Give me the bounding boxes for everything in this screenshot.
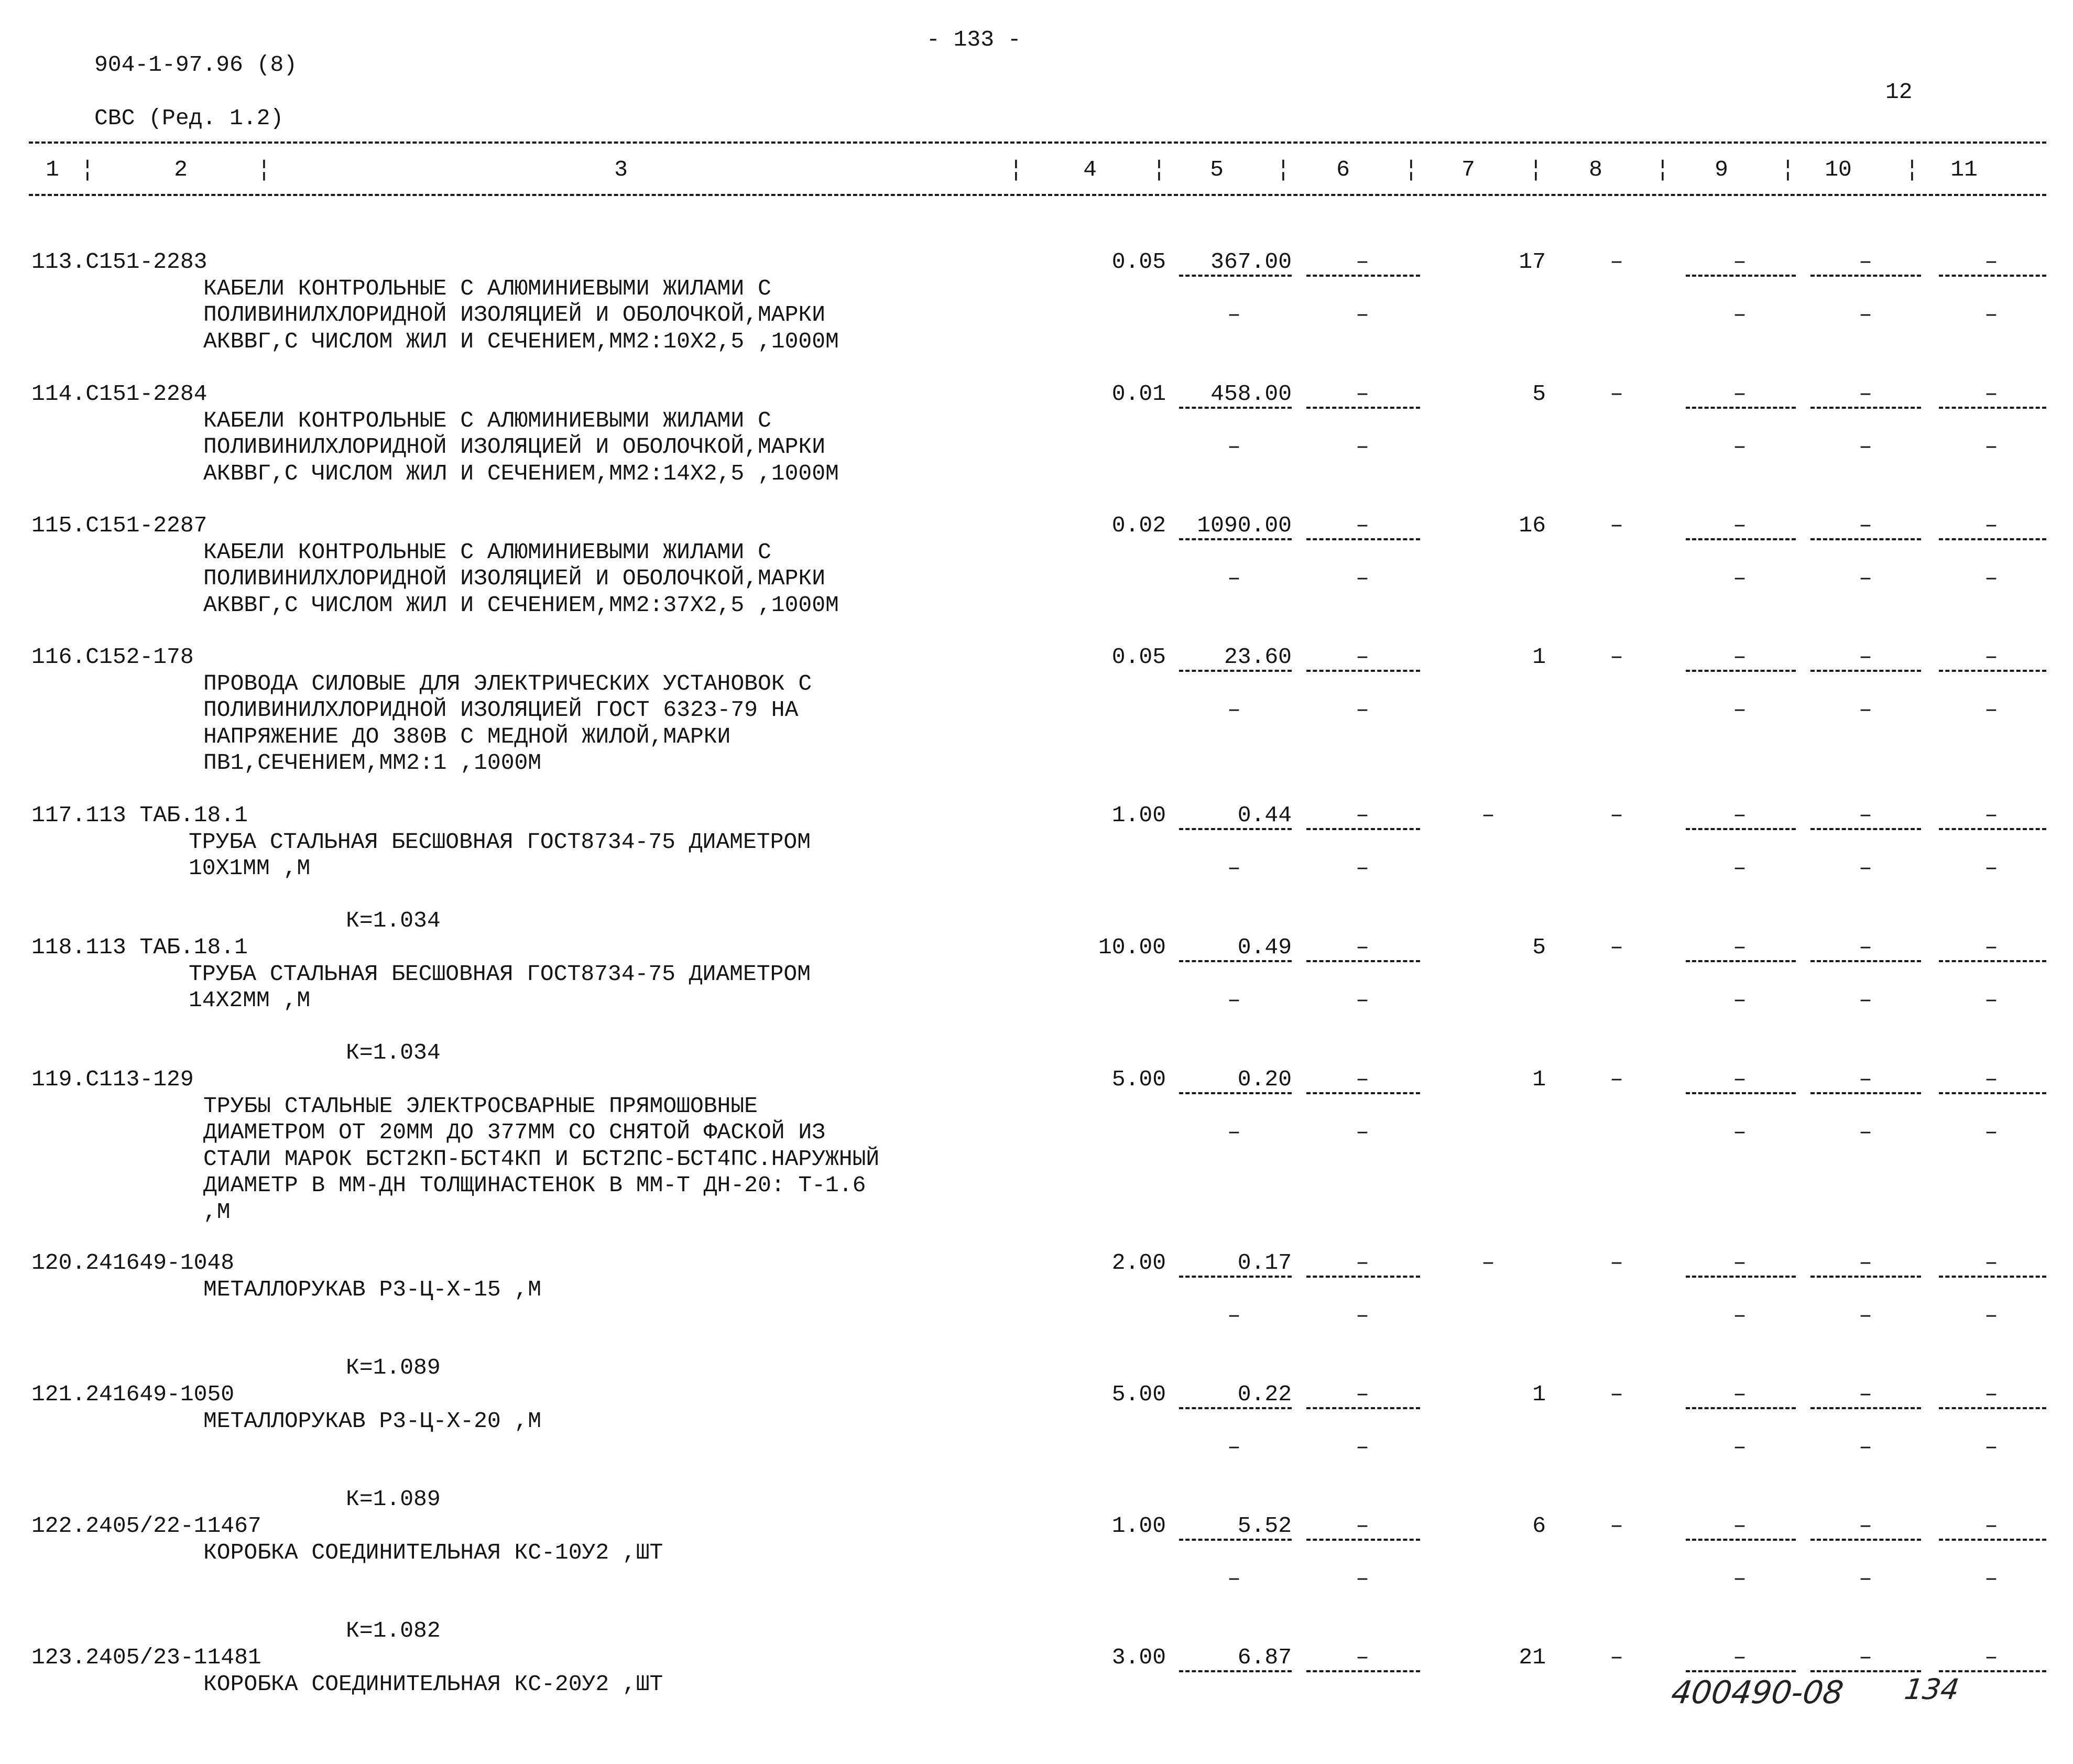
fraction-denominator: – <box>1859 434 1872 460</box>
quantity-value: 5.00 <box>1111 1381 1166 1407</box>
col9-value: – <box>1733 1066 1747 1092</box>
quantity-value: 0.02 <box>1111 513 1166 538</box>
quantity-value: 5.00 <box>1111 1066 1166 1092</box>
col8-value: – <box>1610 1513 1623 1539</box>
column-separator: ¦ <box>1781 157 1795 182</box>
item-description-line: ТРУБЫ СТАЛЬНЫЕ ЭЛЕКТРОСВАРНЫЕ ПРЯМОШОВНЫЕ <box>203 1093 758 1119</box>
item-description-line: МЕТАЛЛОРУКАВ Р3-Ц-Х-15 ,М <box>203 1276 542 1302</box>
col11-value: – <box>1984 513 1998 538</box>
fraction-denominator: – <box>1227 565 1241 592</box>
fraction-denominator: – <box>1984 565 1998 592</box>
column-separator: ¦ <box>1152 157 1166 182</box>
item-description-line: КОРОБКА СОЕДИНИТЕЛЬНАЯ КС-20У2 ,ШТ <box>203 1671 663 1697</box>
column-header-3: 3 <box>614 157 628 182</box>
fraction-denominator: – <box>1984 1119 1998 1146</box>
fraction-denominator: – <box>1356 855 1369 881</box>
item-description-line: ПРОВОДА СИЛОВЫЕ ДЛЯ ЭЛЕКТРИЧЕСКИХ УСТАНОВОК С <box>203 670 812 696</box>
fraction-line <box>1306 1092 1420 1094</box>
item-code: 117.113 ТАБ.18.1 <box>31 802 248 828</box>
fraction-denominator: – <box>1733 565 1747 592</box>
coefficient-label: К=1.034 <box>346 908 441 934</box>
fraction-line <box>1939 538 2046 540</box>
item-description-line: КОРОБКА СОЕДИНИТЕЛЬНАЯ КС-10У2 ,ШТ <box>203 1539 663 1565</box>
quantity-value: 0.01 <box>1111 381 1166 407</box>
fraction-line <box>1179 538 1292 540</box>
col11-value: – <box>1984 1066 1998 1092</box>
column-separator: ¦ <box>1404 157 1418 182</box>
item-description-line: ПОЛИВИНИЛХЛОРИДНОЙ ИЗОЛЯЦИЕЙ И ОБОЛОЧКОЙ,МАРКИ <box>203 302 825 328</box>
fraction-denominator: – <box>1984 434 1998 460</box>
quantity-value: 0.05 <box>1111 249 1166 275</box>
coefficient-label: К=1.082 <box>346 1618 441 1644</box>
col9-value: – <box>1733 802 1747 828</box>
fraction-denominator: – <box>1859 565 1872 592</box>
fraction-line <box>1939 1092 2046 1094</box>
quantity-value: 2.00 <box>1111 1250 1166 1276</box>
fraction-denominator: – <box>1733 1119 1747 1146</box>
col6-value: – <box>1356 249 1369 275</box>
col6-value: – <box>1356 934 1369 960</box>
col10-value: – <box>1859 381 1872 407</box>
col9-value: – <box>1733 1250 1747 1276</box>
fraction-line <box>1810 1407 1921 1409</box>
fraction-denominator: – <box>1984 1434 1998 1461</box>
fraction-line <box>1686 1407 1796 1409</box>
fraction-line <box>1810 275 1921 277</box>
fraction-denominator: – <box>1984 697 1998 723</box>
col7-value: – <box>1481 1250 1495 1276</box>
item-code: 118.113 ТАБ.18.1 <box>31 934 248 960</box>
fraction-line <box>1686 670 1796 672</box>
col6-value: – <box>1356 1381 1369 1407</box>
fraction-denominator: – <box>1227 1566 1241 1592</box>
col8-value: – <box>1610 1250 1623 1276</box>
col7-amount: 1 <box>1532 1066 1546 1092</box>
col11-value: – <box>1984 1513 1998 1539</box>
fraction-line <box>1306 538 1420 540</box>
col9-value: – <box>1733 1381 1747 1407</box>
column-separator: ¦ <box>1276 157 1290 182</box>
fraction-denominator: – <box>1227 1119 1241 1146</box>
fraction-line <box>1686 407 1796 409</box>
column-header-11: 11 <box>1950 157 1978 182</box>
fraction-denominator: – <box>1733 1434 1747 1461</box>
col11-value: – <box>1984 644 1998 670</box>
fraction-line <box>1810 960 1921 962</box>
fraction-denominator: – <box>1859 1566 1872 1592</box>
fraction-line <box>1686 960 1796 962</box>
fraction-denominator: – <box>1733 697 1747 723</box>
fraction-denominator: – <box>1227 434 1241 460</box>
col6-value: – <box>1356 1250 1369 1276</box>
fraction-line <box>1939 407 2046 409</box>
handwritten-sheet-number: 134 <box>1902 1673 1961 1706</box>
fraction-denominator: – <box>1733 1566 1747 1592</box>
column-header-8: 8 <box>1589 157 1602 182</box>
item-description-line: 10Х1ММ ,М <box>189 855 311 881</box>
col10-value: – <box>1859 1645 1872 1670</box>
fraction-denominator: – <box>1733 855 1747 881</box>
col7-amount: 5 <box>1532 934 1546 960</box>
quantity-value: 10.00 <box>1098 934 1166 960</box>
col9-value: – <box>1733 249 1747 275</box>
col8-value: – <box>1610 1381 1623 1407</box>
col7-amount: 16 <box>1519 513 1546 538</box>
column-separator: ¦ <box>1009 157 1023 182</box>
col10-value: – <box>1859 802 1872 828</box>
fraction-denominator: – <box>1356 302 1369 328</box>
quantity-value: 0.05 <box>1111 644 1166 670</box>
item-code: 114.С151-2284 <box>31 381 208 407</box>
fraction-line <box>1810 1670 1921 1672</box>
fraction-line <box>1686 1276 1796 1278</box>
column-separator: ¦ <box>257 157 271 182</box>
item-code: 120.241649-1048 <box>31 1250 235 1276</box>
fraction-line <box>1810 407 1921 409</box>
header-top-rule <box>29 141 2046 144</box>
fraction-denominator: – <box>1227 1434 1241 1461</box>
fraction-line <box>1686 538 1796 540</box>
col8-value: – <box>1610 1645 1623 1670</box>
fraction-denominator: – <box>1733 302 1747 328</box>
fraction-line <box>1810 828 1921 830</box>
fraction-line <box>1179 1092 1292 1094</box>
fraction-denominator: – <box>1984 987 1998 1014</box>
fraction-denominator: – <box>1859 987 1872 1014</box>
column-separator: ¦ <box>1529 157 1543 182</box>
fraction-denominator: – <box>1859 855 1872 881</box>
col10-value: – <box>1859 513 1872 538</box>
item-description-line: ПВ1,СЕЧЕНИЕМ,ММ2:1 ,1000М <box>203 750 542 776</box>
fraction-denominator: – <box>1227 987 1241 1014</box>
col11-value: – <box>1984 1381 1998 1407</box>
item-description-line: КАБЕЛИ КОНТРОЛЬНЫЕ С АЛЮМИНИЕВЫМИ ЖИЛАМИ С <box>203 407 771 433</box>
item-code: 113.С151-2283 <box>31 249 208 275</box>
fraction-line <box>1179 960 1292 962</box>
col10-value: – <box>1859 1066 1872 1092</box>
fraction-denominator: – <box>1356 1119 1369 1146</box>
fraction-denominator: – <box>1356 987 1369 1014</box>
unit-price-value: 0.22 <box>1237 1381 1292 1407</box>
item-description-line: МЕТАЛЛОРУКАВ Р3-Ц-Х-20 ,М <box>203 1408 542 1434</box>
item-description-line: ,М <box>203 1199 231 1225</box>
column-header-6: 6 <box>1336 157 1350 182</box>
fraction-denominator: – <box>1859 1434 1872 1461</box>
fraction-line <box>1306 1670 1420 1672</box>
fraction-denominator: – <box>1859 697 1872 723</box>
unit-price-value: 1090.00 <box>1197 513 1292 538</box>
item-description-line: ПОЛИВИНИЛХЛОРИДНОЙ ИЗОЛЯЦИЕЙ ГОСТ 6323-79 НА <box>203 697 799 723</box>
column-header-1: 1 <box>46 157 59 182</box>
fraction-denominator: – <box>1227 697 1241 723</box>
fraction-line <box>1306 960 1420 962</box>
col11-value: – <box>1984 1250 1998 1276</box>
fraction-denominator: – <box>1859 302 1872 328</box>
unit-price-value: 23.60 <box>1224 644 1292 670</box>
col9-value: – <box>1733 381 1747 407</box>
fraction-line <box>1306 275 1420 277</box>
col10-value: – <box>1859 934 1872 960</box>
column-header-9: 9 <box>1715 157 1728 182</box>
fraction-line <box>1810 1539 1921 1541</box>
item-description-line: АКВВГ,С ЧИСЛОМ ЖИЛ И СЕЧЕНИЕМ,ММ2:37Х2,5 ,1000М <box>203 592 839 618</box>
fraction-line <box>1939 1276 2046 1278</box>
fraction-line <box>1306 1539 1420 1541</box>
column-header-2: 2 <box>174 157 188 182</box>
col8-value: – <box>1610 513 1623 538</box>
col7-amount: 17 <box>1519 249 1546 275</box>
item-description-line: СТАЛИ МАРОК БСТ2КП-БСТ4КП И БСТ2ПС-БСТ4ПС.НАРУЖНЫЙ <box>203 1146 880 1172</box>
fraction-line <box>1810 1276 1921 1278</box>
fraction-denominator: – <box>1356 697 1369 723</box>
item-description-line: КАБЕЛИ КОНТРОЛЬНЫЕ С АЛЮМИНИЕВЫМИ ЖИЛАМИ С <box>203 539 771 565</box>
fraction-denominator: – <box>1227 302 1241 328</box>
column-header-5: 5 <box>1210 157 1224 182</box>
col9-value: – <box>1733 513 1747 538</box>
col8-value: – <box>1610 934 1623 960</box>
col8-value: – <box>1610 381 1623 407</box>
item-description-line: ТРУБА СТАЛЬНАЯ БЕСШОВНАЯ ГОСТ8734-75 ДИАМЕТРОМ <box>189 829 811 855</box>
col6-value: – <box>1356 1513 1369 1539</box>
item-code: 121.241649-1050 <box>31 1381 235 1407</box>
col10-value: – <box>1859 1513 1872 1539</box>
column-separator: ¦ <box>1905 157 1919 182</box>
coefficient-label: К=1.034 <box>346 1040 441 1066</box>
fraction-denominator: – <box>1356 1303 1369 1329</box>
col9-value: – <box>1733 1513 1747 1539</box>
fraction-line <box>1686 1092 1796 1094</box>
fraction-denominator: – <box>1356 434 1369 460</box>
item-description-line: АКВВГ,С ЧИСЛОМ ЖИЛ И СЕЧЕНИЕМ,ММ2:10Х2,5 ,1000М <box>203 328 839 354</box>
col8-value: – <box>1610 802 1623 828</box>
item-description-line: КАБЕЛИ КОНТРОЛЬНЫЕ С АЛЮМИНИЕВЫМИ ЖИЛАМИ С <box>203 275 771 301</box>
item-description-line: ДИАМЕТРОМ ОТ 20ММ ДО 377ММ СО СНЯТОЙ ФАСКОЙ ИЗ <box>203 1119 825 1146</box>
column-header-10: 10 <box>1825 157 1852 182</box>
fraction-line <box>1306 828 1420 830</box>
fraction-line <box>1939 960 2046 962</box>
fraction-line <box>1939 670 2046 672</box>
fraction-denominator: – <box>1733 987 1747 1014</box>
col9-value: – <box>1733 644 1747 670</box>
fraction-denominator: – <box>1227 1303 1241 1329</box>
unit-price-value: 5.52 <box>1237 1513 1292 1539</box>
fraction-line <box>1686 1670 1796 1672</box>
fraction-denominator: – <box>1356 1434 1369 1461</box>
item-code: 115.С151-2287 <box>31 513 208 538</box>
col7-amount: 1 <box>1532 644 1546 670</box>
fraction-line <box>1179 1276 1292 1278</box>
col6-value: – <box>1356 381 1369 407</box>
fraction-line <box>1810 670 1921 672</box>
fraction-line <box>1306 1407 1420 1409</box>
col10-value: – <box>1859 644 1872 670</box>
unit-price-value: 0.17 <box>1237 1250 1292 1276</box>
col11-value: – <box>1984 802 1998 828</box>
sheet-number: 12 <box>1885 79 1913 105</box>
fraction-line <box>1686 1539 1796 1541</box>
col10-value: – <box>1859 1250 1872 1276</box>
item-description-line: ПОЛИВИНИЛХЛОРИДНОЙ ИЗОЛЯЦИЕЙ И ОБОЛОЧКОЙ,МАРКИ <box>203 565 825 592</box>
header-bottom-rule <box>29 194 2046 196</box>
program-label: СВС (Ред. 1.2) <box>94 105 284 131</box>
col7-value: – <box>1481 802 1495 828</box>
item-description-line: ПОЛИВИНИЛХЛОРИДНОЙ ИЗОЛЯЦИЕЙ И ОБОЛОЧКОЙ,МАРКИ <box>203 434 825 460</box>
fraction-denominator: – <box>1984 1303 1998 1329</box>
fraction-denominator: – <box>1859 1303 1872 1329</box>
item-description-line: ДИАМЕТР В ММ-ДН ТОЛЩИНАСТЕНОК В ММ-Т ДН-20: Т-1.6 <box>203 1172 866 1199</box>
col10-value: – <box>1859 249 1872 275</box>
fraction-denominator: – <box>1984 302 1998 328</box>
fraction-line <box>1179 1539 1292 1541</box>
unit-price-value: 0.49 <box>1237 934 1292 960</box>
fraction-denominator: – <box>1859 1119 1872 1146</box>
fraction-denominator: – <box>1356 1566 1369 1592</box>
fraction-line <box>1179 670 1292 672</box>
fraction-line <box>1810 538 1921 540</box>
fraction-line <box>1179 1670 1292 1672</box>
col7-amount: 6 <box>1532 1513 1546 1539</box>
fraction-line <box>1306 1276 1420 1278</box>
fraction-line <box>1810 1092 1921 1094</box>
fraction-line <box>1179 407 1292 409</box>
quantity-value: 3.00 <box>1111 1645 1166 1670</box>
unit-price-value: 458.00 <box>1210 381 1292 407</box>
col8-value: – <box>1610 249 1623 275</box>
col9-value: – <box>1733 1645 1747 1670</box>
item-description-line: АКВВГ,С ЧИСЛОМ ЖИЛ И СЕЧЕНИЕМ,ММ2:14Х2,5 ,1000М <box>203 460 839 486</box>
col7-amount: 21 <box>1519 1645 1546 1670</box>
fraction-line <box>1179 275 1292 277</box>
fraction-line <box>1939 1539 2046 1541</box>
fraction-denominator: – <box>1356 565 1369 592</box>
column-separator: ¦ <box>1656 157 1670 182</box>
col10-value: – <box>1859 1381 1872 1407</box>
column-header-4: 4 <box>1083 157 1097 182</box>
coefficient-label: К=1.089 <box>346 1486 441 1512</box>
unit-price-value: 367.00 <box>1210 249 1292 275</box>
col11-value: – <box>1984 934 1998 960</box>
col6-value: – <box>1356 802 1369 828</box>
col6-value: – <box>1356 1066 1369 1092</box>
item-code: 116.С152-178 <box>31 644 194 670</box>
quantity-value: 1.00 <box>1111 802 1166 828</box>
unit-price-value: 0.44 <box>1237 802 1292 828</box>
col6-value: – <box>1356 513 1369 538</box>
fraction-denominator: – <box>1227 855 1241 881</box>
col7-amount: 5 <box>1532 381 1546 407</box>
item-code: 122.2405/22-11467 <box>31 1513 261 1539</box>
fraction-line <box>1179 828 1292 830</box>
quantity-value: 1.00 <box>1111 1513 1166 1539</box>
col7-amount: 1 <box>1532 1381 1546 1407</box>
unit-price-value: 6.87 <box>1237 1645 1292 1670</box>
fraction-line <box>1306 670 1420 672</box>
col11-value: – <box>1984 1645 1998 1670</box>
unit-price-value: 0.20 <box>1237 1066 1292 1092</box>
fraction-line <box>1686 828 1796 830</box>
archive-number: 400490-08 <box>1669 1674 1846 1711</box>
document-code: 904-1-97.96 (8) <box>94 52 298 78</box>
column-header-7: 7 <box>1461 157 1475 182</box>
col11-value: – <box>1984 381 1998 407</box>
col9-value: – <box>1733 934 1747 960</box>
fraction-denominator: – <box>1733 434 1747 460</box>
fraction-line <box>1939 1407 2046 1409</box>
fraction-line <box>1939 1670 2046 1672</box>
fraction-line <box>1179 1407 1292 1409</box>
fraction-line <box>1686 275 1796 277</box>
col6-value: – <box>1356 644 1369 670</box>
fraction-denominator: – <box>1984 1566 1998 1592</box>
col8-value: – <box>1610 1066 1623 1092</box>
fraction-line <box>1939 828 2046 830</box>
coefficient-label: К=1.089 <box>346 1355 441 1381</box>
col11-value: – <box>1984 249 1998 275</box>
page-number: - 133 - <box>926 27 1021 52</box>
fraction-line <box>1306 407 1420 409</box>
col6-value: – <box>1356 1645 1369 1670</box>
fraction-line <box>1939 275 2046 277</box>
fraction-denominator: – <box>1984 855 1998 881</box>
col8-value: – <box>1610 644 1623 670</box>
column-separator: ¦ <box>81 157 94 182</box>
fraction-denominator: – <box>1733 1303 1747 1329</box>
item-description-line: 14Х2ММ ,М <box>189 987 311 1014</box>
item-code: 119.С113-129 <box>31 1066 194 1092</box>
item-description-line: ТРУБА СТАЛЬНАЯ БЕСШОВНАЯ ГОСТ8734-75 ДИАМЕТРОМ <box>189 961 811 987</box>
item-code: 123.2405/23-11481 <box>31 1645 261 1670</box>
item-description-line: НАПРЯЖЕНИЕ ДО 380В С МЕДНОЙ ЖИЛОЙ,МАРКИ <box>203 723 731 749</box>
